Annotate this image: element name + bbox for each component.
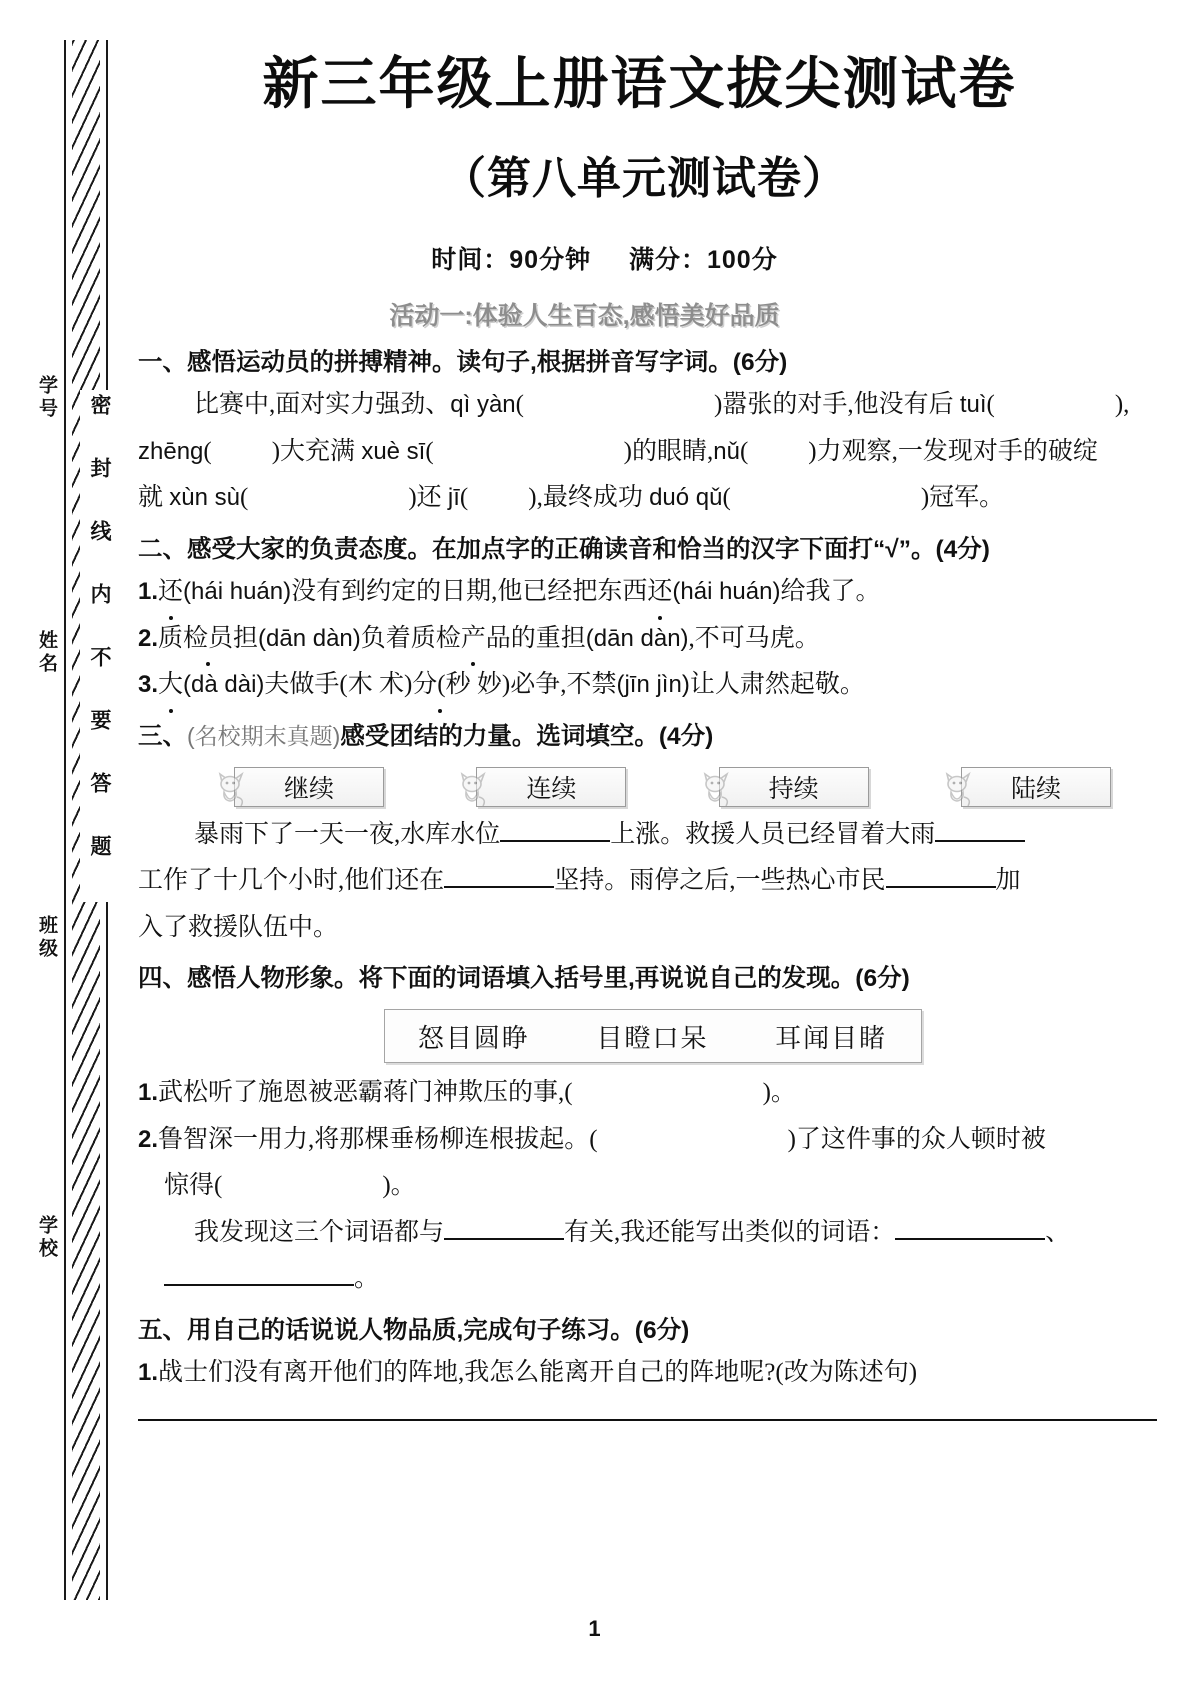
question-2-item-2	[138, 619, 1167, 660]
question-3-passage-line-1	[138, 815, 1167, 856]
q4-item2-text-a: 鲁智深一用力,将那棵垂杨柳连根拔起。(	[158, 1125, 598, 1153]
q2-item1-options-1[interactable]: (hái huán)	[183, 578, 292, 606]
page-title: 新三年级上册语文拔尖测试卷	[262, 52, 1017, 115]
questions-body	[118, 346, 1191, 1421]
cat-icon	[700, 770, 734, 808]
q1-text-h: 还	[416, 484, 448, 512]
question-4-discovery-line-1	[138, 1213, 1167, 1254]
word-chip-luxu[interactable]	[961, 767, 1111, 807]
sidebar-field-xuehao	[16, 375, 60, 421]
question-4-item-1	[138, 1073, 1167, 1114]
question-5-heading: 五、用自己的话说说人物品质,完成句子练习。(6分)	[138, 1316, 690, 1344]
q1-text-d: 大充满	[280, 437, 362, 465]
seal-sidebar	[0, 0, 118, 1684]
question-3-heading	[138, 720, 1167, 753]
q3-text-f: 入了救援队伍中。	[138, 913, 339, 941]
q1-text-f: 力观察,一发现对手的破绽	[816, 437, 1098, 465]
q2-item3-dotted-1: 大	[158, 665, 183, 706]
cat-icon	[942, 770, 976, 808]
q1-pinyin-zheng: zhēng	[138, 437, 204, 465]
q1-text-c: ),	[1114, 391, 1130, 419]
q4-item1-num: 1.	[138, 1079, 159, 1107]
q3-heading-tag: (名校期末真题)	[187, 722, 341, 749]
exam-meta	[118, 240, 1091, 276]
word-chip-label: 连续	[526, 775, 577, 803]
q1-text-e: 的眼睛,	[632, 437, 714, 465]
q2-item1-options-2[interactable]: (hái huán)	[672, 578, 781, 606]
q4-discovery-text-d: 。	[354, 1265, 380, 1293]
question-2-heading: 二、感受大家的负责态度。在加点字的正确读音和恰当的汉字下面打“√”。(4分)	[138, 535, 990, 563]
seal-notice-text: 密封线内不要答题	[80, 390, 114, 902]
q4-item2-text-c: 惊得(	[164, 1172, 223, 1200]
idiom-er-wen-mu-du[interactable]: 耳闻目睹	[775, 1023, 888, 1053]
q3-text-e: 加	[995, 867, 1021, 895]
q3-blank-4[interactable]	[886, 886, 996, 888]
q3-heading-rest: 感受团结的力量。选词填空。(4分)	[340, 722, 714, 750]
sidebar-field-xingming-label: 姓名	[36, 630, 57, 676]
q3-blank-3[interactable]	[444, 886, 554, 888]
q4-discovery-blank-2[interactable]	[895, 1238, 1045, 1240]
q4-item2-text-d: )。	[382, 1172, 416, 1200]
cat-icon	[457, 770, 491, 808]
question-2-item-3	[138, 665, 1167, 706]
question-3-passage-line-3	[138, 908, 1167, 949]
q1-text-g: 就	[138, 484, 170, 512]
q4-item2-text-b: )了这件事的众人顿时被	[787, 1125, 1046, 1153]
q2-item3-options-1[interactable]: (dà dài)	[183, 671, 265, 699]
q5-answer-rule[interactable]	[138, 1419, 1157, 1421]
exam-sheet	[118, 0, 1191, 1684]
sidebar-field-banji	[16, 915, 60, 961]
question-1-line-3: 就 xùn sù( )还 jī( ),最终成功 duó qǔ( )冠军。	[138, 484, 1005, 512]
question-4-item-2	[138, 1120, 1167, 1161]
q3-blank-2[interactable]	[935, 840, 1025, 842]
q2-item2-dotted-1: 质检员担	[158, 619, 258, 660]
q5-item1-text: 战士们没有离开他们的阵地,我怎么能离开自己的阵地呢?(改为陈述句)	[158, 1358, 918, 1386]
q4-item1-text-b: )。	[762, 1079, 796, 1107]
idiom-nu-mu-yuan-zheng[interactable]: 怒目圆睁	[417, 1023, 530, 1053]
activity-banner: 活动一:体验人生百态,感悟美好品质	[389, 302, 780, 331]
sidebar-outer-rule	[64, 40, 66, 1600]
q3-text-c: 工作了十几个小时,他们还在	[138, 867, 445, 895]
q4-discovery-blank-3[interactable]	[164, 1284, 354, 1286]
q4-discovery-text-c: 、	[1045, 1218, 1071, 1246]
q1-pinyin-xunsu: xùn sù	[169, 484, 240, 512]
q2-item2-num: 2.	[138, 624, 159, 652]
q1-pinyin-qiyan: qì yàn	[450, 391, 516, 419]
word-chip-jixu[interactable]	[234, 767, 384, 807]
q4-discovery-text-b: 有关,我还能写出类似的词语：	[564, 1218, 896, 1246]
q1-text-i: ,最终成功	[536, 484, 650, 512]
cat-icon	[215, 770, 249, 808]
word-chip-lianxu[interactable]	[476, 767, 626, 807]
q2-item2-text-1: ,不可马虎。	[688, 624, 820, 652]
q3-text-a: 暴雨下了一天一夜,水库水位	[194, 820, 501, 848]
idiom-mu-deng-kou-dai[interactable]: 目瞪口呆	[596, 1023, 709, 1053]
q3-blank-1[interactable]	[500, 840, 610, 842]
q2-item2-dotted-2: 负着质检产品的重担	[361, 619, 586, 660]
question-1-heading: 一、感悟运动员的拼搏精神。读句子,根据拼音写字词。(6分)	[138, 349, 788, 377]
q3-heading-num: 三、	[138, 722, 187, 750]
q3-text-b: 上涨。救援人员已经冒着大雨	[610, 820, 936, 848]
sidebar-field-xuexiao	[16, 1215, 60, 1261]
page-subtitle: （第八单元测试卷）	[442, 154, 847, 204]
word-chip-label: 继续	[283, 775, 334, 803]
q4-discovery-text-a: 我发现这三个词语都与	[194, 1218, 445, 1246]
word-chip-chixu[interactable]	[719, 767, 869, 807]
q4-item2-num: 2.	[138, 1125, 159, 1153]
word-chip-label: 陆续	[1010, 775, 1061, 803]
q2-item3-num: 3.	[138, 671, 159, 699]
q2-item1-text-1: 没有到约定的日期,他已经把东西	[291, 578, 648, 606]
q1-pinyin-nu: nǔ	[713, 437, 740, 465]
exam-score-label: 满分：100分	[629, 246, 778, 275]
question-4-heading: 四、感悟人物形象。将下面的词语填入括号里,再说说自己的发现。(6分)	[138, 965, 910, 993]
sidebar-field-banji-label: 班级	[36, 915, 57, 961]
sidebar-field-xuexiao-label: 学校	[36, 1215, 57, 1261]
question-1-line-1: 比赛中,面对实力强劲、qì yàn( )嚣张的对手,他没有后 tuì( ),	[194, 391, 1130, 419]
sidebar-field-xingming	[16, 630, 60, 676]
q4-item1-text-a: 武松听了施恩被恶霸蒋门神欺压的事,(	[158, 1079, 573, 1107]
q2-item1-num: 1.	[138, 578, 159, 606]
q1-pinyin-tui: tuì	[959, 391, 987, 419]
question-4-item-2-cont	[138, 1166, 1167, 1207]
q2-item1-text-2: 给我了。	[780, 578, 881, 606]
question-4-discovery-line-2	[138, 1259, 1167, 1300]
sidebar-field-xuehao-label: 学号	[36, 375, 57, 421]
q1-pinyin-xuesi: xuè sī	[361, 437, 426, 465]
q1-text-a: 比赛中,面对实力强劲、	[194, 391, 451, 419]
q1-text-b: 嚣张的对手,他没有后	[722, 391, 960, 419]
question-3-passage-line-2	[138, 861, 1167, 902]
page-number: 1	[588, 1616, 601, 1641]
q2-item1-dotted-1: 还	[158, 572, 183, 613]
q3-word-bank	[234, 767, 1111, 807]
question-2-item-1	[138, 572, 1167, 613]
question-1-line-2: zhēng( )大充满 xuè sī( )的眼睛,nǔ( )力观察,一发现对手的破绽	[138, 437, 1098, 465]
exam-time-label: 时间：90分钟	[431, 246, 592, 275]
q2-item1-dotted-2: 还	[647, 572, 672, 613]
word-chip-label: 持续	[768, 775, 819, 803]
q1-pinyin-ji: jī	[447, 484, 460, 512]
q1-text-j: 冠军。	[929, 484, 1005, 512]
q5-item1-num: 1.	[138, 1358, 159, 1386]
q2-item2-options-1[interactable]: (dān dàn)	[258, 624, 361, 652]
q2-item3-text-1: 让人肃然起敬。	[689, 671, 865, 699]
q2-item2-options-2[interactable]: (dān dàn)	[585, 624, 689, 652]
question-5-item-1	[138, 1353, 1167, 1394]
q2-item3-dotted-2: 夫做手(木 术)分(秒 妙)必争,不禁	[264, 665, 616, 706]
q3-text-d: 坚持。雨停之后,一些热心市民	[554, 867, 886, 895]
q2-item3-options-2[interactable]: (jīn jìn)	[616, 671, 690, 699]
q1-pinyin-duoqu: duó qǔ	[649, 484, 723, 512]
q4-discovery-blank-1[interactable]	[444, 1238, 564, 1240]
q4-idiom-box	[384, 1009, 922, 1063]
